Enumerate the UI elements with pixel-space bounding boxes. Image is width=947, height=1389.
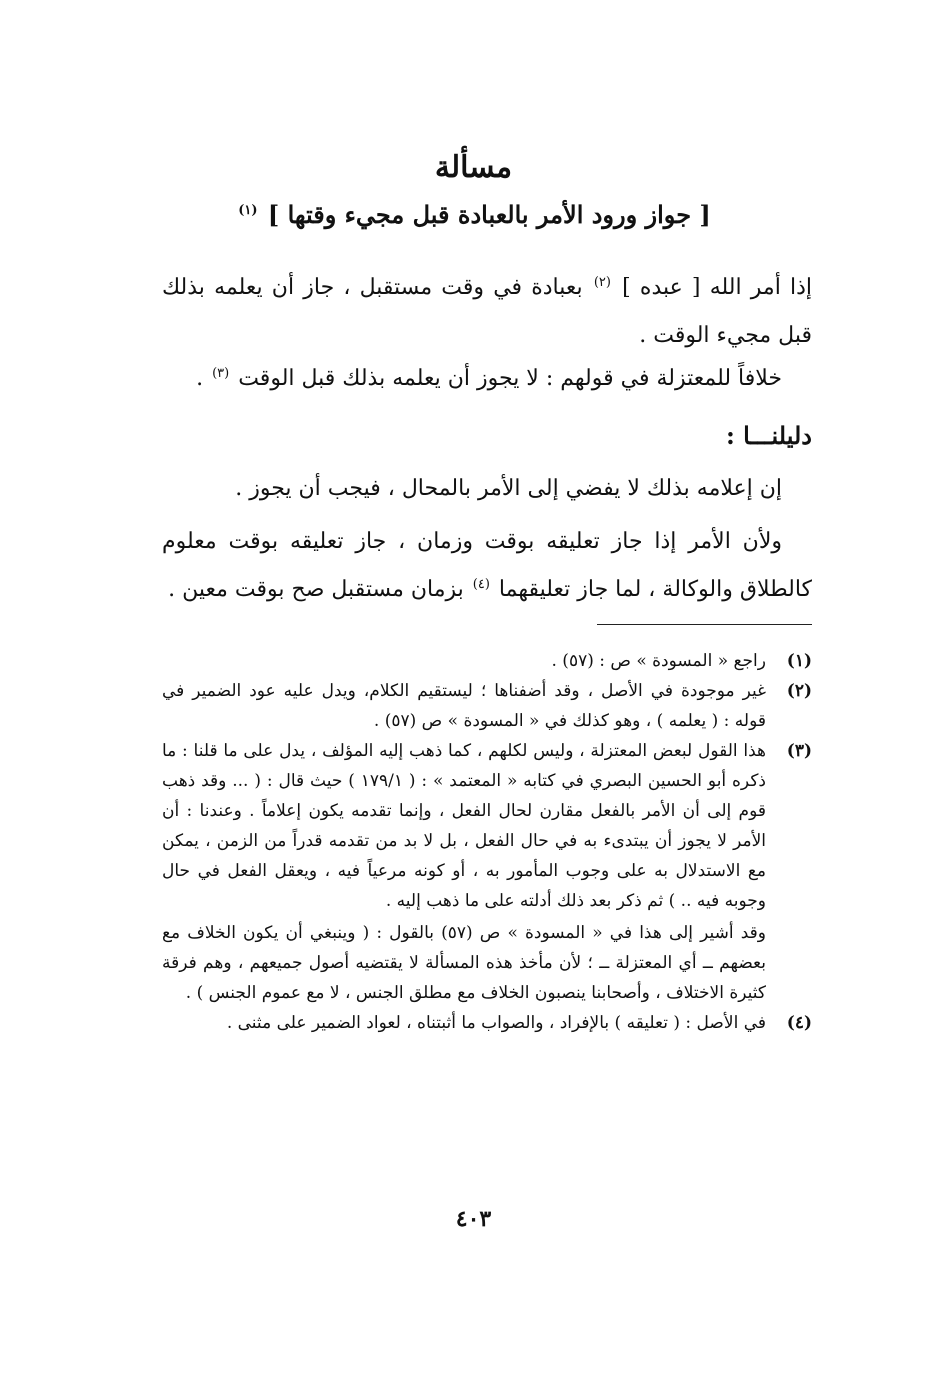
footnote-item (162, 1008, 812, 1038)
paragraph-text: ولأن الأمر إذا جاز تعليقه بوقت وزمان ، جاز تعليقه بوقت معلوم كالطلاق والوكالة ، لما جاز تعليقهما (162, 529, 812, 602)
paragraph-text: بعبادة في وقت مستقبل ، جاز أن يعلمه بذلك قبل مجيء الوقت . (162, 275, 812, 348)
paragraph-text: إذا أمر الله [ عبده ] (622, 275, 812, 300)
footnote-item (162, 736, 812, 1008)
page-title: مسألة (434, 150, 513, 185)
paragraph (162, 518, 812, 614)
footnote-text: في الأصل : ( تعليقه ) بالإفراد ، والصواب ما أثبتناه ، لعواد الضمير على مثنى . (226, 1013, 766, 1033)
footnote-text: راجع « المسودة » ص : (٥٧) . (551, 651, 766, 671)
footnote-number: (١) (786, 651, 812, 671)
footnote-text: هذا القول لبعض المعتزلة ، وليس لكلهم ، كما ذهب إليه المؤلف ، يدل على ما قلنا : ما ذكره أبو الحسين البصري في كتابه « المعتمد » : ( ١٧٩/١ ) حيث قال : ( ... وقد ذهب قوم إلى أن الأمر بالفعل مقارن لحال الفعل ، وإنما تقدمه يكون إعلاماً . وعندنا : أن الأمر لا يجوز أن يبتدىء به في حال الفعل ، بل لا بد من تقدمه قدراً من الزمن ، يمكن مع الاستدلال به على وجوب المأمور به ، أو كونه مرعياً فيه ، ويعقل الفعل في حال وجوبه فيه .. ) ثم ذكر بعد ذلك أدلته على ما ذهب إليه . (162, 741, 766, 911)
footnotes (162, 646, 812, 1038)
section-heading: دليلنـــا : (725, 421, 812, 450)
paragraph-text: . (196, 366, 204, 391)
footnote-ref: (١) (238, 203, 258, 218)
section-subtitle (0, 200, 947, 229)
footnote-text: غير موجودة في الأصل ، وقد أضفناها ؛ ليستقيم الكلام، ويدل عليه عود الضمير في قوله : ( يعلمه ) ، وهو كذلك في « المسودة » ص (٥٧) . (162, 681, 766, 731)
page-number: ٤٠٣ (455, 1206, 492, 1232)
footnote-item (162, 646, 812, 676)
footnote-ref: (٢) (593, 274, 611, 290)
subtitle-text: [ جواز ورود الأمر بالعبادة قبل مجيء وقتها ] (267, 200, 711, 229)
paragraph-text: خلافاً للمعتزلة في قولهم : لا يجوز أن يعلمه بذلك قبل الوقت (238, 366, 782, 391)
footnote-number: (٤) (786, 1013, 812, 1033)
footnote-divider (597, 624, 812, 625)
paragraph: إن إعلامه بذلك لا يفضي إلى الأمر بالمحال ، فيجب أن يجوز . (235, 476, 782, 501)
footnote-continuation: وقد أشير إلى هذا في « المسودة » ص (٥٧) بالقول : ( وينبغي أن يكون الخلاف مع بعضهم ــ أي المعتزلة ــ ؛ لأن مأخذ هذه المسألة لا يقتضيه أصول جميعهم ، وهم فرقة كثيرة الاختلاف ، وأصحابنا ينصبون الخلاف مع مطلق الجنس ، لا مع عموم الجنس ) . (162, 923, 766, 1003)
footnote-number: (٢) (786, 681, 812, 701)
footnote-number: (٣) (786, 741, 812, 761)
footnote-ref: (٣) (212, 365, 230, 381)
footnote-ref: (٤) (472, 576, 490, 592)
footnote-item (162, 676, 812, 736)
paragraph (162, 355, 812, 403)
paragraph (162, 264, 812, 360)
paragraph-text: بزمان مستقبل صح بوقت معين . (168, 577, 464, 602)
